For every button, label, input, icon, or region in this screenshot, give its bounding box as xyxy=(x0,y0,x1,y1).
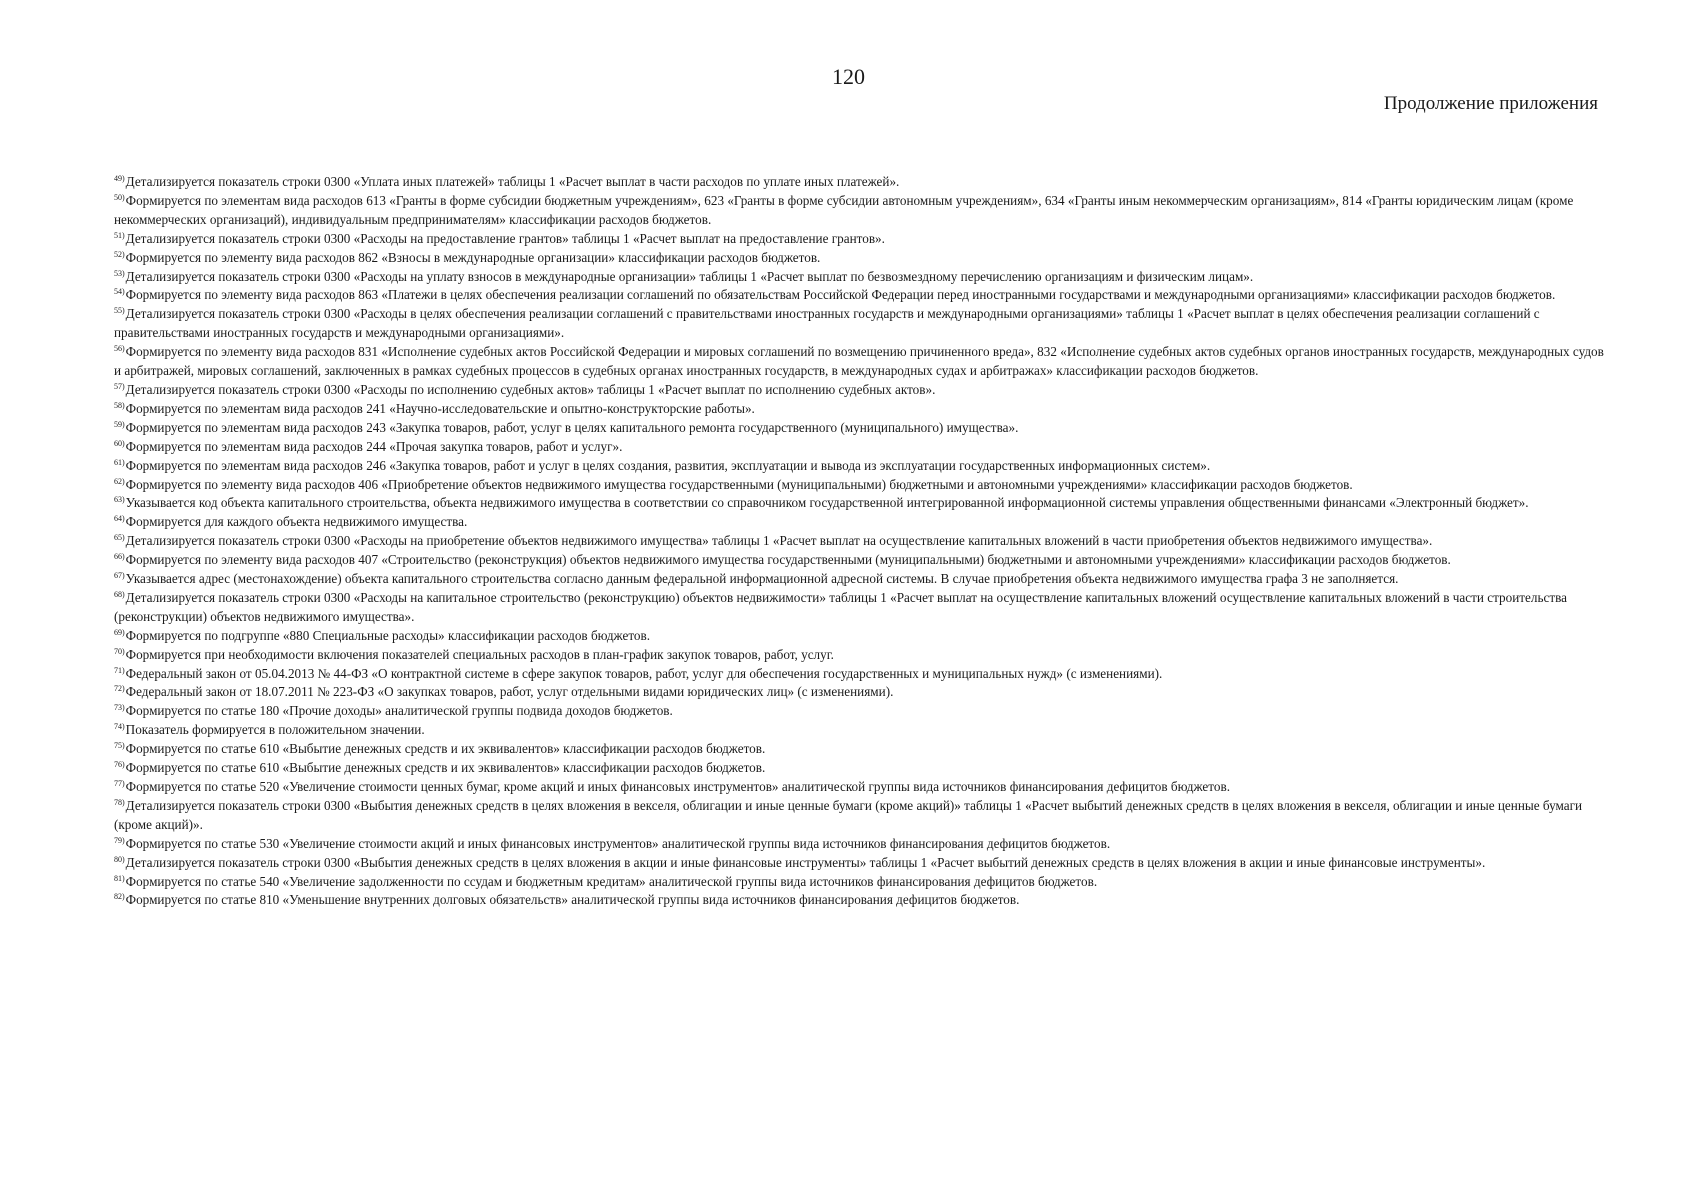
footnote-item xyxy=(114,891,1604,910)
footnote-item xyxy=(114,419,1604,438)
footnote-text: Федеральный закон от 18.07.2011 № 223-ФЗ «О закупках товаров, работ, услуг отдельными видами юридических лиц» (с изменениями). xyxy=(125,684,894,700)
footnote-number: 49) xyxy=(114,174,125,183)
footnote-number: 67) xyxy=(114,571,125,581)
footnote-number: 58) xyxy=(114,400,125,410)
footnote-item xyxy=(114,268,1604,287)
footnote-item xyxy=(114,173,1604,192)
footnote-item xyxy=(114,230,1604,249)
footnote-text: Формируется по статье 530 «Увеличение стоимости акций и иных финансовых инструментов» аналитической группы вида источников финансирования дефицитов бюджетов. xyxy=(125,835,1111,851)
footnote-number: 52) xyxy=(114,249,125,259)
footnote-item xyxy=(114,532,1604,551)
footnote-text: Формируется по элементам вида расходов 241 «Научно-исследовательские и опытно-конструкторские работы». xyxy=(125,400,755,416)
footnote-item xyxy=(114,249,1604,268)
footnote-number: 54) xyxy=(114,287,125,297)
footnote-text: Формируется по элементам вида расходов 243 «Закупка товаров, работ, услуг в целях капитального ремонта государственного (муниципального) имущества». xyxy=(125,419,1019,435)
footnote-text: Детализируется показатель строки 0300 «Расходы по исполнению судебных актов» таблицы 1 «Расчет выплат по исполнению судебных актов». xyxy=(125,381,936,397)
footnote-item xyxy=(114,759,1604,778)
footnote-item xyxy=(114,551,1604,570)
footnote-text: Формируется по статье 810 «Уменьшение внутренних долговых обязательств» аналитической группы вида источников финансирования дефицитов бюджетов. xyxy=(125,892,1020,908)
footnote-number: 75) xyxy=(114,741,125,751)
footnote-text: Формируется по элементу вида расходов 831 «Исполнение судебных актов Российской Федерации и мировых соглашений по возмещению причиненного вреда», 832 «Исполнение судебных актов судебных органов иностранных государств, международных судов и арбитражей, мировых соглашений, заключенных в рамках судебных процессов в судебных органах иностранных государств, в международных судах и арбитражах» классификации расходов бюджетов. xyxy=(114,344,1604,379)
footnote-number: 80) xyxy=(114,854,125,864)
footnote-number: 81) xyxy=(114,873,125,883)
footnote-item xyxy=(114,873,1604,892)
footnote-text: Формируется по элементам вида расходов 244 «Прочая закупка товаров, работ и услуг». xyxy=(125,438,623,454)
footnote-item xyxy=(114,740,1604,759)
continuation-label: Продолжение приложения xyxy=(1383,93,1598,114)
footnote-number: 74) xyxy=(114,722,125,732)
footnote-number: 82) xyxy=(114,892,125,902)
footnote-number: 72) xyxy=(114,684,125,694)
footnote-item xyxy=(114,400,1604,419)
footnote-text: Формируется для каждого объекта недвижимого имущества. xyxy=(125,514,468,530)
footnote-text: Детализируется показатель строки 0300 «Расходы в целях обеспечения реализации соглашений с правительствами иностранных государств и международными организациями» таблицы 1 «Расчет выплат в целях обеспечения реализации соглашений с правительствами иностранных государств и международными организациями». xyxy=(114,306,1540,341)
footnote-item xyxy=(114,627,1604,646)
footnote-number: 59) xyxy=(114,419,125,429)
footnote-number: 71) xyxy=(114,665,125,675)
page-number: 120 xyxy=(832,64,865,89)
footnote-text: Детализируется показатель строки 0300 «Расходы на уплату взносов в международные организации» таблицы 1 «Расчет выплат по безвозмездному перечислению организациям и физическим лицам». xyxy=(125,268,1254,284)
footnote-text: Формируется по элементу вида расходов 406 «Приобретение объектов недвижимого имущества государственными (муниципальными) бюджетными и автономными учреждениями» классификации расходов бюджетов. xyxy=(125,476,1353,492)
footnote-text: Детализируется показатель строки 0300 «Уплата иных платежей» таблицы 1 «Расчет выплат в части расходов по уплате иных платежей». xyxy=(125,174,900,189)
footnote-text: Детализируется показатель строки 0300 «Выбытия денежных средств в целях вложения в векселя, облигации и иные ценные бумаги (кроме акций)» таблицы 1 «Расчет выбытий денежных средств в целях вложения в векселя, облигации и иные ценные бумаги (кроме акций)». xyxy=(114,797,1583,832)
footnote-number: 66) xyxy=(114,552,125,562)
footnote-number: 76) xyxy=(114,760,125,770)
footnote-text: Детализируется показатель строки 0300 «Расходы на капитальное строительство (реконструкцию) объектов недвижимости» таблицы 1 «Расчет выплат на осуществление капитальных вложений осуществление капитальных вложений в части строительства (реконструкции) объектов недвижимого имущества». xyxy=(114,589,1567,624)
footnote-number: 69) xyxy=(114,627,125,637)
footnote-number: 61) xyxy=(114,457,125,467)
footnote-text: Формируется по элементу вида расходов 862 «Взносы в международные организации» классификации расходов бюджетов. xyxy=(125,249,821,265)
footnote-item xyxy=(114,702,1604,721)
footnote-text: Формируется по подгруппе «880 Специальные расходы» классификации расходов бюджетов. xyxy=(125,627,651,643)
footnote-text: Формируется по статье 610 «Выбытие денежных средств и их эквивалентов» классификации расходов бюджетов. xyxy=(125,760,766,776)
footnote-text: Детализируется показатель строки 0300 «Выбытия денежных средств в целях вложения в акции и иные финансовые инструменты» таблицы 1 «Расчет выбытий денежных средств в целях вложения в акции и иные финансовые инструменты». xyxy=(125,854,1486,870)
footnote-number: 65) xyxy=(114,533,125,543)
footnote-item xyxy=(114,192,1604,230)
footnote-item xyxy=(114,438,1604,457)
footnote-item xyxy=(114,854,1604,873)
footnote-item xyxy=(114,589,1604,627)
footnote-number: 64) xyxy=(114,514,125,524)
footnote-text: Формируется по элементу вида расходов 407 «Строительство (реконструкция) объектов недвижимого имущества государственными (муниципальными) бюджетными и автономными учреждениями» классификации расходов бюджетов. xyxy=(125,552,1451,568)
footnote-number: 50) xyxy=(114,192,125,202)
footnote-number: 62) xyxy=(114,476,125,486)
footnote-item xyxy=(114,457,1604,476)
footnote-text: Формируется по элементу вида расходов 863 «Платежи в целях обеспечения реализации соглашений по обязательствам Российской Федерации перед иностранными государствами и международными организациями» классификации расходов бюджетов. xyxy=(125,287,1556,303)
footnote-number: 60) xyxy=(114,438,125,448)
footnote-number: 63) xyxy=(114,495,125,505)
footnote-item xyxy=(114,646,1604,665)
footnote-number: 78) xyxy=(114,797,125,807)
footnote-number: 53) xyxy=(114,268,125,278)
footnote-number: 57) xyxy=(114,381,125,391)
footnote-item xyxy=(114,286,1604,305)
footnote-item xyxy=(114,381,1604,400)
footnote-item xyxy=(114,513,1604,532)
footnote-item xyxy=(114,494,1604,513)
footnote-item xyxy=(114,778,1604,797)
footnote-number: 55) xyxy=(114,306,125,316)
footnote-text: Указывается адрес (местонахождение) объекта капитального строительства согласно данным федеральной информационной адресной системы. В случае приобретения объекта недвижимого имущества графа 3 не заполняется. xyxy=(125,571,1399,587)
footnote-number: 70) xyxy=(114,646,125,656)
footnote-text: Формируется по элементам вида расходов 613 «Гранты в форме субсидии бюджетным учреждениям», 623 «Гранты в форме субсидии автономным учреждениям», 634 «Гранты иным некоммерческим организациям», 814 «Гранты юридическим лицам (кроме некоммерческих организаций), индивидуальным предпринимателям» классификации расходов бюджетов. xyxy=(114,192,1574,227)
footnote-item xyxy=(114,721,1604,740)
footnote-item xyxy=(114,476,1604,495)
footnote-text: Указывается код объекта капитального строительства, объекта недвижимого имущества в соответствии со справочником государственной интегрированной информационной системы управления общественными финансами «Электронный бюджет». xyxy=(125,495,1529,511)
footnote-text: Формируется по статье 180 «Прочие доходы» аналитической группы подвида доходов бюджетов. xyxy=(125,703,673,719)
footnote-text: Формируется при необходимости включения показателей специальных расходов в план-график закупок товаров, работ, услуг. xyxy=(125,646,834,662)
footnote-item xyxy=(114,570,1604,589)
footnote-number: 73) xyxy=(114,703,125,713)
footnotes-list xyxy=(114,173,1604,910)
footnote-number: 79) xyxy=(114,835,125,845)
footnote-text: Федеральный закон от 05.04.2013 № 44-ФЗ «О контрактной системе в сфере закупок товаров, работ, услуг для обеспечения государственных и муниципальных нужд» (с изменениями). xyxy=(125,665,1163,681)
footnote-item xyxy=(114,683,1604,702)
footnote-number: 77) xyxy=(114,779,125,788)
footnote-text: Формируется по статье 520 «Увеличение стоимости ценных бумаг, кроме акций и иных финансовых инструментов» аналитической группы вида источников финансирования дефицитов бюджетов. xyxy=(125,779,1230,794)
footnote-item xyxy=(114,343,1604,381)
footnote-number: 56) xyxy=(114,344,125,354)
footnote-text: Формируется по статье 610 «Выбытие денежных средств и их эквивалентов» классификации расходов бюджетов. xyxy=(125,741,766,757)
footnote-item xyxy=(114,835,1604,854)
footnote-number: 51) xyxy=(114,230,125,240)
footnote-text: Детализируется показатель строки 0300 «Расходы на предоставление грантов» таблицы 1 «Расчет выплат на предоставление грантов». xyxy=(125,230,885,246)
footnote-item xyxy=(114,797,1604,835)
footnote-number: 68) xyxy=(114,589,125,599)
footnote-text: Показатель формируется в положительном значении. xyxy=(125,722,425,738)
footnote-item xyxy=(114,665,1604,684)
footnote-text: Детализируется показатель строки 0300 «Расходы на приобретение объектов недвижимого имущества» таблицы 1 «Расчет выплат на осуществление капитальных вложений в части приобретения объектов недвижимого имущества». xyxy=(125,533,1433,549)
footnote-item xyxy=(114,305,1604,343)
footnote-text: Формируется по статье 540 «Увеличение задолженности по ссудам и бюджетным кредитам» аналитической группы вида источников финансирования дефицитов бюджетов. xyxy=(125,873,1098,889)
footnote-text: Формируется по элементам вида расходов 246 «Закупка товаров, работ и услуг в целях создания, развития, эксплуатации и вывода из эксплуатации государственных информационных систем». xyxy=(125,457,1211,473)
